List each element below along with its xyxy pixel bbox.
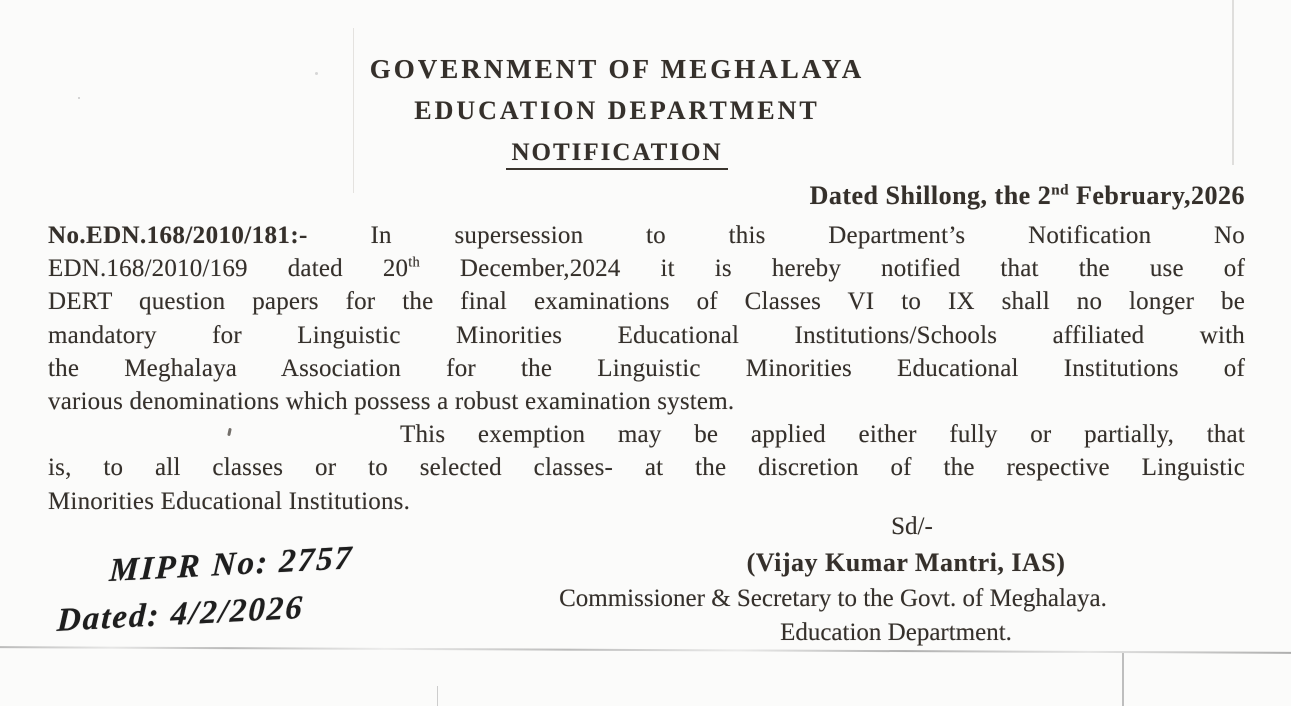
para1-line1 xyxy=(48,219,1245,252)
para1-ordinal-superscript: th xyxy=(408,254,420,271)
para2-line3: Minorities Educational Institutions. xyxy=(48,487,411,515)
notification-underlined-text: NOTIFICATION xyxy=(506,139,727,170)
para1-line2-b: December,2024 it is hereby notified that the use of xyxy=(419,255,1245,283)
handwritten-note xyxy=(56,535,355,645)
para1-line6: various denominations which possess a robust examination system. xyxy=(48,388,735,416)
para1-line4: mandatory for Linguistic Minorities Educational Institutions/Schools affiliated with xyxy=(48,321,1245,349)
handwritten-date: Dated: 4/2/2026 xyxy=(56,589,305,639)
date-line-suffix: February,2026 xyxy=(1069,181,1245,210)
para1-line2-a: EDN.168/2010/169 dated 20 xyxy=(48,255,409,283)
signature-sd: Sd/- xyxy=(891,513,933,540)
scan-vertical-line-artifact-bottom-left xyxy=(437,686,438,706)
notification-number: No.EDN.168/2010/181:- xyxy=(48,222,308,249)
scan-horizontal-line-artifact xyxy=(0,646,1291,654)
header-education-department: EDUCATION DEPARTMENT xyxy=(414,96,820,125)
handwritten-mipr-number: MIPR No: 2757 xyxy=(108,540,355,590)
para2-line1: This exemption may be applied either fully or partially, that xyxy=(400,421,1245,449)
date-line xyxy=(810,181,1245,211)
para1-line3: DERT question papers for the final examinations of Classes VI to IX shall no longer be xyxy=(48,288,1245,316)
signatory-department: Education Department. xyxy=(780,619,1012,646)
header-notification-title xyxy=(0,139,1234,167)
notification-body xyxy=(48,219,1245,518)
signatory-name: (Vijay Kumar Mantri, IAS) xyxy=(746,548,1066,577)
signatory-designation: Commissioner & Secretary to the Govt. of Meghalaya. xyxy=(559,585,1107,612)
scan-vertical-line-artifact-bottom xyxy=(1122,653,1124,706)
para1-line1-rest: In supersession to this Department’s Notification No xyxy=(307,222,1245,249)
para2-line2: is, to all classes or to selected classes- at the discretion of the respective Linguistic xyxy=(48,454,1245,482)
para1-line5: the Meghalaya Association for the Linguistic Minorities Educational Institutions of xyxy=(48,354,1245,382)
header-government-of-meghalaya: GOVERNMENT OF MEGHALAYA xyxy=(369,54,865,84)
para1-line2 xyxy=(48,252,1245,285)
date-ordinal-superscript: nd xyxy=(1051,182,1069,199)
date-line-prefix: Dated Shillong, the 2 xyxy=(809,181,1052,210)
